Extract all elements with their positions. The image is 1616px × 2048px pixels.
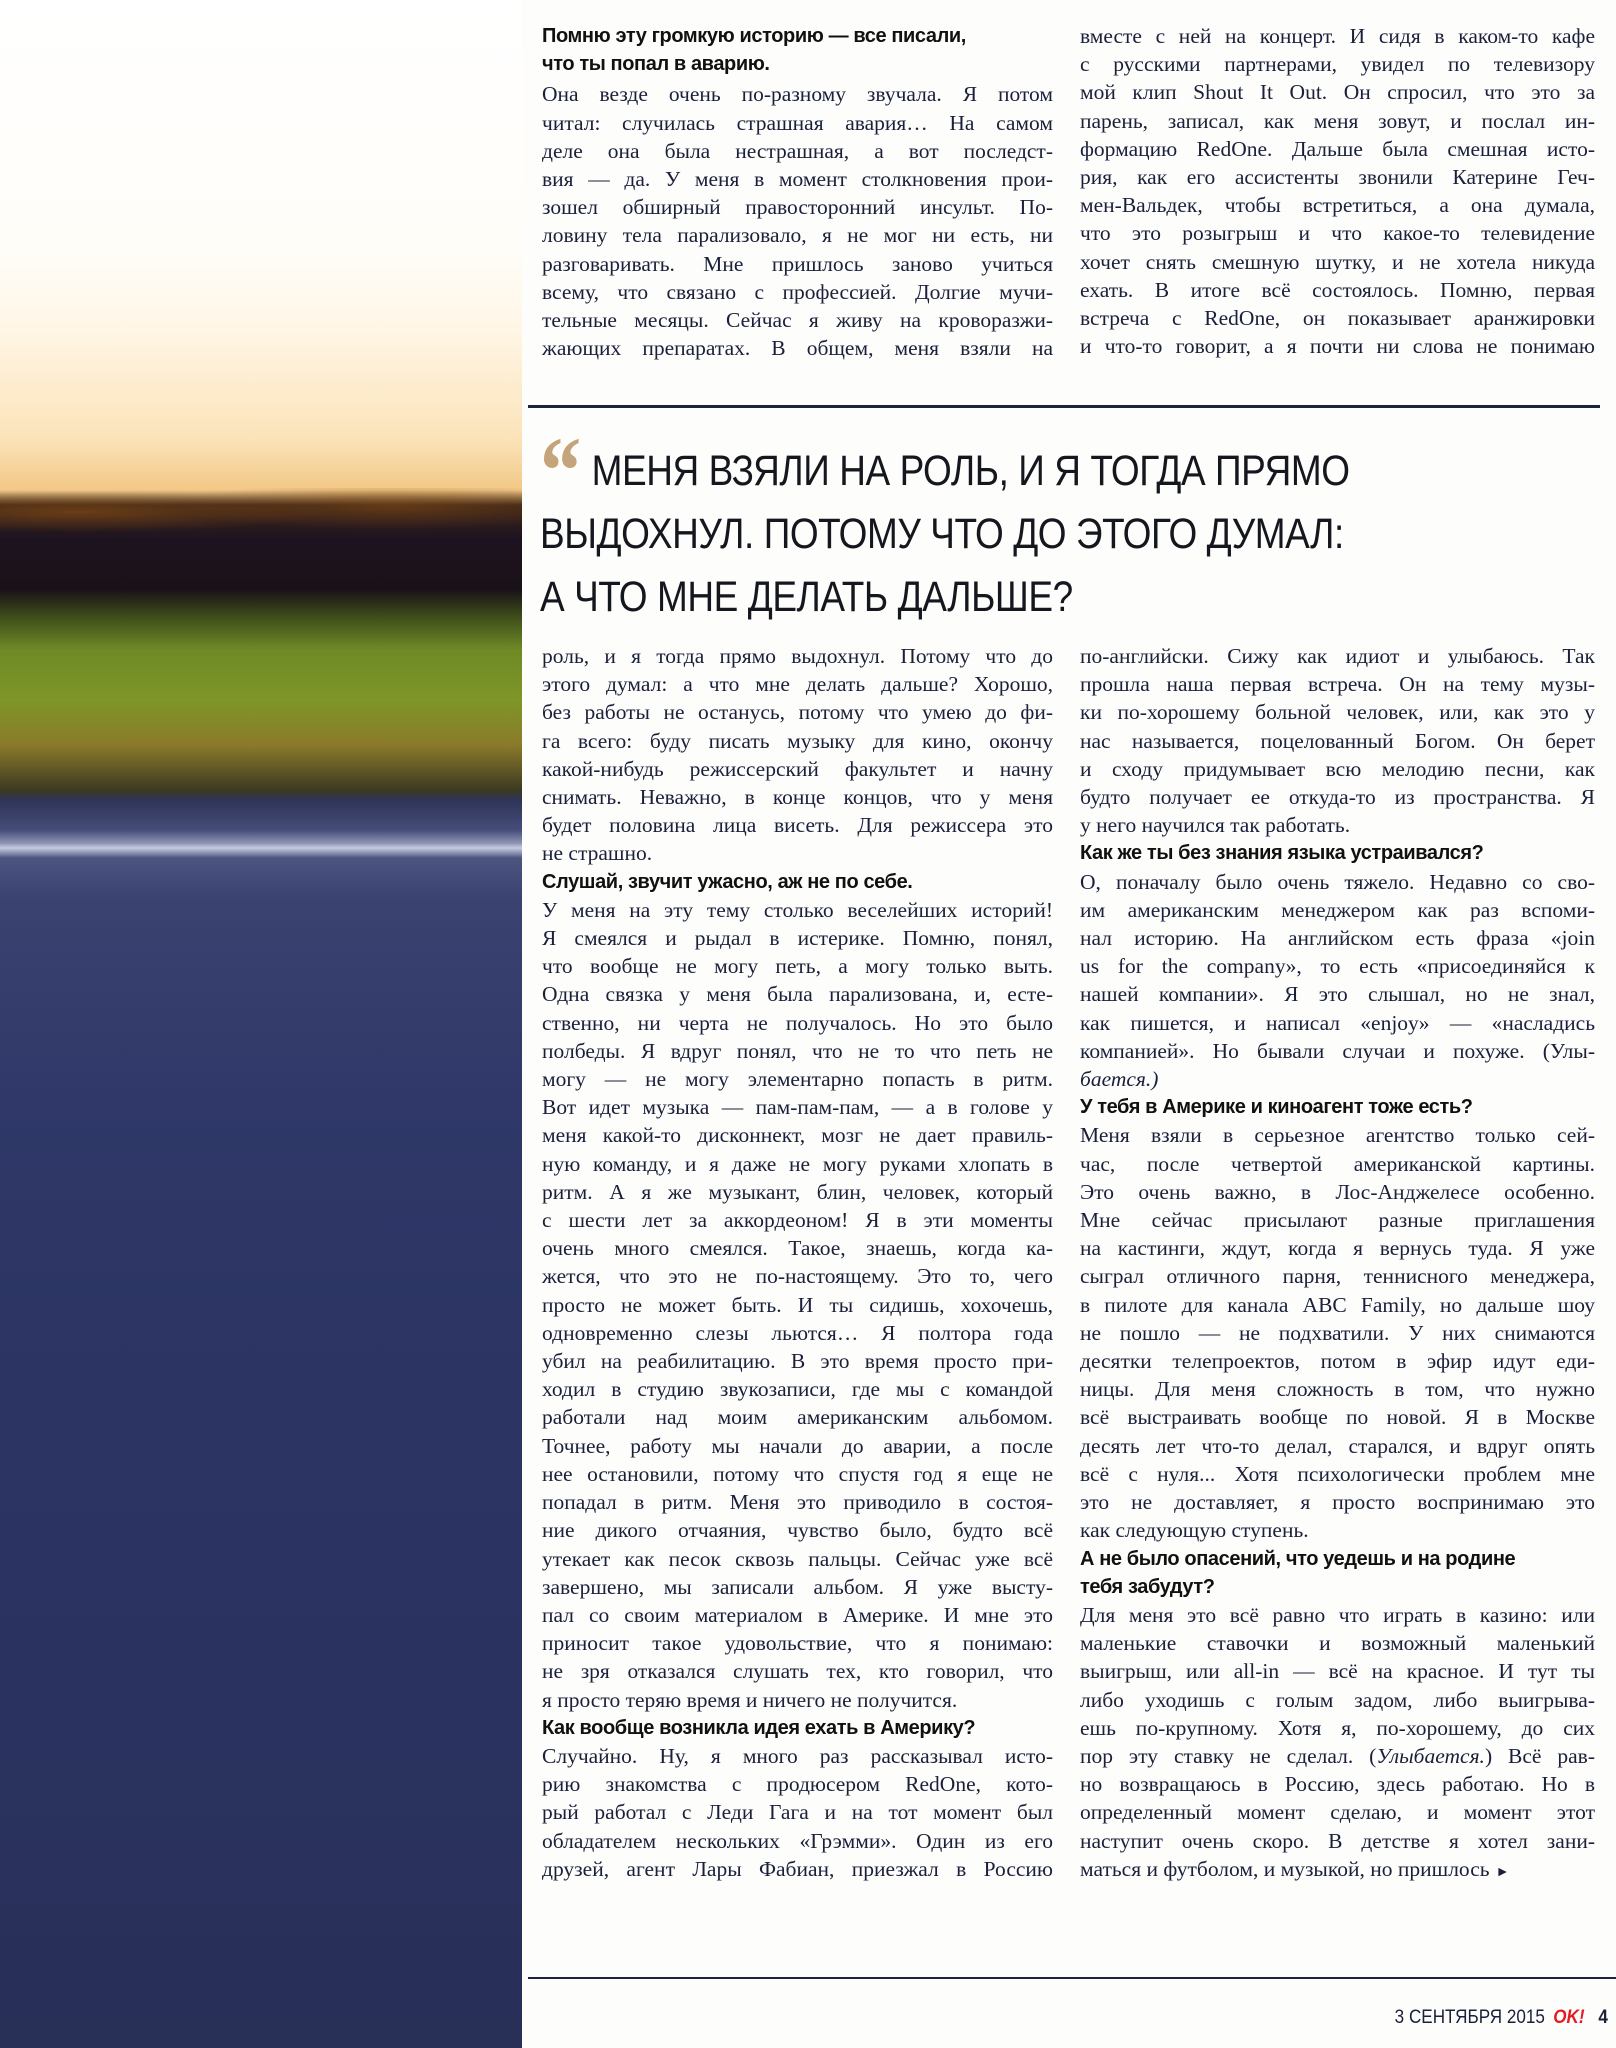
answer-line: наступит очень скоро. В детстве я хотел зани- [1080, 1828, 1595, 1853]
answer-line: ловину тела парализовало, я не мог ни есть, ни [542, 223, 1053, 248]
answer-line: десять лет что-то делал, старался, и вдруг опять [1080, 1433, 1595, 1458]
answer-line: всему, что связано с профессией. Долгие мучи- [542, 279, 1053, 304]
answer-line: могу — не могу элементарно попасть в ритм. [542, 1067, 1053, 1092]
answer-line: Это очень важно, в Лос-Анджелесе особенно. [1080, 1179, 1595, 1204]
answer-line: не зря отказался слушать тех, кто говорил, что [542, 1659, 1053, 1684]
answer-line: убил на реабилитацию. В это время просто при- [542, 1349, 1053, 1374]
answer-line: Для меня это всё равно что играть в казино: или [1080, 1602, 1595, 1627]
answer-line: маться и футболом, и музыкой, но пришлось ► [1080, 1856, 1510, 1881]
answer-line: нас называется, поцелованный Богом. Он берет [1080, 728, 1595, 753]
answer-line: что вообще не могу петь, а могу только выть. [542, 954, 1053, 979]
question-heading: А не было опасений, что уедешь и на родине [1080, 1547, 1516, 1570]
question-heading: тебя забудут? [1080, 1575, 1215, 1598]
answer-line: пал со своим материалом в Америке. И мне это [542, 1602, 1053, 1627]
answer-line: что это розыгрыш и что какое-то телевидение [1080, 221, 1595, 246]
answer-line: всё с нуля... Хотя психологически проблем мне [1080, 1461, 1595, 1486]
answer-text [1080, 868, 1595, 1065]
answer-line: но возвращаюсь в Россию, здесь работаю. Но в [1080, 1772, 1595, 1797]
answer-line: деле она была нестрашная, а вот последст- [542, 138, 1053, 163]
answer-line: друзей, агент Лары Фабиан, приезжал в Россию [542, 1856, 1053, 1881]
italic-remark: Улыбается. [1376, 1743, 1485, 1768]
answer-line: просто не может быть. И ты сидишь, хохочешь, [542, 1292, 1053, 1317]
answer-line: не страшно. [542, 841, 653, 866]
answer-line: нашей компании». Я это слышал, но не знал, [1080, 982, 1595, 1007]
answer-line: тельные месяцы. Сейчас я живу на кроворазжи- [542, 308, 1053, 333]
answer-line: снимать. Неважно, в конце концов, что у меня [542, 785, 1053, 810]
answer-line: как пишется, и написал «enjoy» — «насладись [1080, 1010, 1595, 1035]
answer-line: с шести лет за аккордеоном! Я в эти моменты [542, 1208, 1053, 1233]
question-heading: Помню эту громкую историю — все писали, [542, 25, 966, 47]
answer-line: полбеды. Я вдруг понял, что не то что петь не [542, 1038, 1053, 1063]
answer-line: определенный момент сделаю, и момент этот [1080, 1800, 1595, 1825]
answer-line: всё выстраивать вообще по новой. Я в Москве [1080, 1405, 1595, 1430]
answer-line: это не доставляет, я просто воспринимаю это [1080, 1490, 1595, 1515]
answer-line: одновременно слезы льются… Я полтора года [542, 1320, 1053, 1345]
question-heading: что ты попал в аварию. [542, 53, 770, 76]
answer-line: приносит такое удовольствие, что я понимаю: [542, 1631, 1053, 1656]
answer-line: компанией». Но бывали случаи и похуже. (Улы- [1080, 1038, 1595, 1063]
answer-line: очень много смеялся. Такое, знаешь, когда ка- [542, 1236, 1053, 1261]
answer-text [1080, 1121, 1595, 1544]
answer-line: и что-то говорит, а я почти ни слова не понимаю [1080, 334, 1595, 359]
quote-mark-icon: “ [540, 417, 577, 524]
top-left-column [542, 22, 1053, 362]
answer-text [1080, 1770, 1595, 1855]
question-heading: У тебя в Америке и киноагент тоже есть? [1080, 1096, 1473, 1119]
pullquote-line: “ МЕНЯ ВЗЯЛИ НА РОЛЬ, И Я ТОГДА ПРЯМО [540, 417, 1350, 524]
answer-line: рию знакомства с продюсером RedOne, кото- [542, 1772, 1053, 1797]
answer-line: по-английски. Сижу как идиот и улыбаюсь. Так [1080, 644, 1595, 668]
top-right-column [1080, 22, 1595, 360]
answer-text [542, 896, 1053, 1714]
answer-line: работали над моим американским альбомом. [542, 1405, 1053, 1430]
treeline [0, 488, 522, 548]
answer-text [542, 1742, 1053, 1883]
answer-line: ственно, ни черта не получалось. Но это было [542, 1010, 1053, 1035]
answer-line: жется, что это не по-настоящему. Это то, чего [542, 1264, 1053, 1289]
answer-line: У меня на эту тему столько веселейших историй! [542, 897, 1053, 922]
pullquote-line: ВЫДОХНУЛ. ПОТОМУ ЧТО ДО ЭТОГО ДУМАЛ: [540, 510, 1344, 558]
answer-line: Одна связка у меня была парализована, и, есте- [542, 982, 1053, 1007]
issue-date: 3 СЕНТЯБРЯ 2015 [1394, 2007, 1546, 2028]
answer-line: у него научился так работать. [1080, 813, 1351, 838]
answer-line: какой-нибудь режиссерский факультет и начну [542, 756, 1053, 781]
answer-line: жающих препаратах. В общем, меня взяли на [542, 336, 1053, 361]
answer-line: с русскими партнерами, увидел по телевизору [1080, 52, 1595, 77]
answer-line: Случайно. Ну, я много раз рассказывал исто- [542, 1743, 1053, 1768]
road-photo [0, 0, 522, 2048]
answer-line: Меня взяли в серьезное агентство только сей- [1080, 1123, 1595, 1148]
answer-line: выигрыш, или all-in — всё на красное. И тут ты [1080, 1659, 1595, 1684]
answer-text [1080, 22, 1595, 360]
answer-line: им американским менеджером как раз вспоми- [1080, 897, 1595, 922]
answer-line: ешь по-крупному. Хотя я, по-хорошему, до сих [1080, 1715, 1595, 1740]
answer-text [1080, 642, 1595, 839]
answer-line: хочет снять смешную шутку, и не хотела никуда [1080, 249, 1595, 274]
answer-text [542, 642, 1053, 868]
answer-line: Мне сейчас присылают разные приглашения [1080, 1208, 1595, 1233]
answer-line: я просто теряю время и ничего не получится. [542, 1687, 958, 1712]
answer-line: роль, и я тогда прямо выдохнул. Потому что до [542, 644, 1053, 668]
answer-line: ние дикого отчаяния, чувство было, будто всё [542, 1518, 1053, 1543]
answer-line: мой клип Shout It Out. Он спросил, что это за [1080, 80, 1595, 105]
answer-line: us for the company», то есть «присоединяйся к [1080, 954, 1595, 979]
answer-text [542, 80, 1053, 362]
answer-line: нал историю. На английском есть фраза «join [1080, 926, 1595, 951]
answer-line: зошел обширный правосторонний инсульт. По- [542, 195, 1053, 220]
pullquote [540, 417, 1452, 629]
answer-line: ритм. А я же музыкант, блин, человек, который [542, 1179, 1053, 1204]
answer-line: утекает как песок сквозь пальцы. Сейчас уже всё [542, 1546, 1053, 1571]
footer-divider [528, 1977, 1616, 1979]
answer-line: без работы не останусь, потому что умею до фи- [542, 700, 1053, 725]
answer-line: не пошло — не подхватили. У них снимаются [1080, 1320, 1595, 1345]
answer-line: Она везде очень по-разному звучала. Я потом [542, 82, 1053, 107]
answer-line: будто получает ее откуда-то из пространства. Я [1080, 785, 1595, 810]
answer-line: разговаривать. Мне пришлось заново учиться [542, 251, 1053, 276]
answer-line: в пилоте для канала ABC Family, но дальше шоу [1080, 1292, 1595, 1317]
question-heading: Как вообще возникла идея ехать в Америку? [542, 1716, 976, 1739]
answer-line: и сходу придумывает всю мелодию песни, как [1080, 756, 1595, 781]
answer-line: пор эту ставку не сделал. (Улыбается.) Всё рав- [1080, 1743, 1595, 1768]
answer-line: вместе с ней на концерт. И сидя в каком-то кафе [1080, 24, 1595, 48]
answer-line: Я смеялся и рыдал в истерике. Помню, понял, [542, 926, 1053, 951]
continue-arrow-icon: ► [1495, 1864, 1510, 1880]
answer-line: час, после четвертой американской картины. [1080, 1151, 1595, 1176]
answer-line: нее остановили, потому что спустя год я еще не [542, 1461, 1053, 1486]
answer-line: как следующую ступень. [1080, 1518, 1309, 1543]
answer-line: формацию RedOne. Дальше была смешная исто- [1080, 136, 1595, 161]
question-heading: Слушай, звучит ужасно, аж не по себе. [542, 870, 913, 893]
answer-line: ную команду, и я даже не могу руками хлопать в [542, 1151, 1053, 1176]
answer-line: встреча с RedOne, он показывает аранжировки [1080, 306, 1595, 331]
answer-line: на кастинги, ждут, когда я вернусь туда. Я уже [1080, 1236, 1595, 1261]
answer-line: рия, как его ассистенты звонили Катерине Геч- [1080, 165, 1595, 190]
answer-line: сыграл отличного парня, теннисного менеджера, [1080, 1264, 1595, 1289]
answer-line: ки по-хорошему больной человек, или, как это у [1080, 700, 1595, 725]
answer-line: десятки телепроектов, потом в эфир идут еди- [1080, 1349, 1595, 1374]
answer-line: рый работал с Леди Гага и на тот момент был [542, 1800, 1053, 1825]
answer-line: О, поначалу было очень тяжело. Недавно со сво- [1080, 869, 1595, 894]
answer-line: меня какой-то дисконнект, мозг не дает правиль- [542, 1123, 1053, 1148]
answer-line: читал: случилась страшная авария… На самом [542, 110, 1053, 135]
answer-line: мен-Вальдек, чтобы встретиться, а она думала, [1080, 193, 1595, 218]
page-footer [1395, 2007, 1608, 2029]
answer-line: либо уходишь с голым задом, либо выигрыва- [1080, 1687, 1595, 1712]
answer-line: попадал в ритм. Меня это приводило в состоя- [542, 1490, 1053, 1515]
answer-line: завершено, мы записали альбом. Я уже высту- [542, 1574, 1053, 1599]
answer-line: ходил в студию звукозаписи, где мы с командой [542, 1377, 1053, 1402]
bottom-left-column [542, 642, 1053, 1883]
answer-line: Вот идет музыка — пам-пам-пам, — а в голове у [542, 1095, 1053, 1120]
answer-line: этого думал: а что мне делать дальше? Хорошо, [542, 672, 1053, 697]
answer-line: ехать. В итоге всё состоялось. Помню, первая [1080, 277, 1595, 302]
section-divider [528, 405, 1600, 408]
answer-line: Точнее, работу мы начали до аварии, а после [542, 1433, 1053, 1458]
magazine-logo: OK! [1553, 2007, 1585, 2028]
pullquote-line: А ЧТО МНЕ ДЕЛАТЬ ДАЛЬШЕ? [540, 573, 1073, 621]
answer-line: вия — да. У меня в момент столкновения прои- [542, 167, 1053, 192]
italic-remark: бается.) [1080, 1067, 1159, 1092]
answer-line: будет половина лица висеть. Для режиссера это [542, 813, 1053, 838]
answer-line: ницы. Для меня сложность в том, что нужно [1080, 1377, 1595, 1402]
answer-line: парень, записал, как меня зовут, и послал ин- [1080, 108, 1595, 133]
question-heading: Как же ты без знания языка устраивался? [1080, 842, 1484, 865]
answer-line: обладателем нескольких «Грэмми». Один из его [542, 1828, 1053, 1853]
answer-line: маленькие ставочки и возможный маленький [1080, 1631, 1595, 1656]
answer-line: га всего: буду писать музыку для кино, окончу [542, 728, 1053, 753]
answer-line: прошла наша первая встреча. Он на тему музы- [1080, 672, 1595, 697]
answer-text [1080, 1601, 1595, 1742]
bottom-right-column [1080, 642, 1595, 1887]
page-number: 4 [1598, 2007, 1608, 2028]
